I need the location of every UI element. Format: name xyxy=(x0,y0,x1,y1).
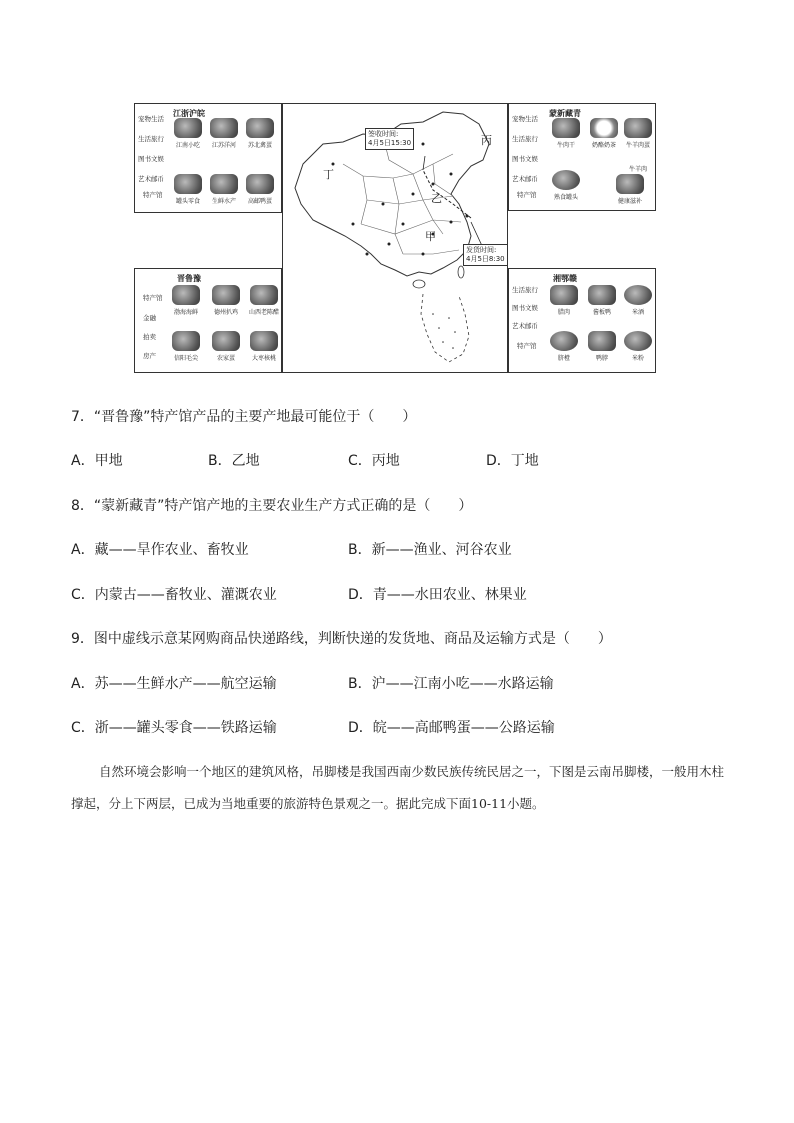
product-name: 脐橙 xyxy=(557,355,570,362)
map-label-jia: 甲 xyxy=(425,230,436,243)
category-label: 图书文娱 xyxy=(512,304,538,312)
product-name: 大枣核桃 xyxy=(251,355,276,362)
reading-passage: 自然环境会影响一个地区的建筑风格，吊脚楼是我国西南少数民族传统民居之一，下图是云南吊脚楼，一般用木柱撑起，分上下两层，已成为当地重要的旅游特色景观之一。据此完成下面10-11小题。 xyxy=(71,764,725,811)
panel-jinluyu xyxy=(134,268,282,373)
product-item xyxy=(551,118,581,149)
product-name: 米粉 xyxy=(631,355,644,362)
panel-title: 晋鲁豫 xyxy=(177,274,201,283)
product-photo xyxy=(210,118,238,138)
product-photo xyxy=(172,285,200,305)
receive-time-callout xyxy=(365,128,414,150)
category-label: 拍卖 xyxy=(143,333,156,341)
product-item xyxy=(623,162,653,173)
question-9-stem: 9．图中虚线示意某网购商品快递路线，判断快递的发货地、商品及运输方式是（ ） xyxy=(71,631,612,647)
product-item xyxy=(173,118,203,149)
product-name: 山西老陈醋 xyxy=(249,309,280,316)
product-name: 渤海海鲜 xyxy=(173,309,198,316)
product-item xyxy=(623,118,653,149)
product-photo xyxy=(624,118,652,138)
map-label-bing: 丙 xyxy=(481,134,492,147)
product-photo xyxy=(552,170,580,190)
question-9-option-d[interactable]: D．皖——高邮鸭蛋——公路运输 xyxy=(348,720,555,736)
product-name: 江南小吃 xyxy=(175,142,200,149)
product-name: 米酒 xyxy=(631,309,644,316)
map-label-yi: 乙 xyxy=(431,192,442,205)
product-name: 德州扒鸡 xyxy=(213,309,238,316)
product-photo xyxy=(590,118,618,138)
product-item xyxy=(589,118,619,149)
product-name: 信阳毛尖 xyxy=(173,355,198,362)
product-name: 健康滋补 xyxy=(617,198,642,205)
product-photo xyxy=(246,174,274,194)
callout-line: 发货时间: xyxy=(466,246,497,254)
question-7-option-a[interactable]: A．甲地 xyxy=(71,453,123,469)
question-9-option-b[interactable]: B．沪——江南小吃——水路运输 xyxy=(348,676,554,692)
product-name: 鸭脖 xyxy=(595,355,608,362)
product-name: 高邮鸭蛋 xyxy=(247,198,272,205)
category-label: 房产 xyxy=(143,352,156,360)
category-label: 艺术邮币 xyxy=(512,175,538,183)
product-name: 牛羊肉 xyxy=(628,166,647,173)
category-label: 艺术邮币 xyxy=(138,175,164,183)
product-item xyxy=(171,285,201,316)
product-item xyxy=(623,331,653,362)
category-label: 生活旅行 xyxy=(512,286,538,294)
product-name: 生鲜水产 xyxy=(211,198,236,205)
category-label: 金融 xyxy=(143,314,156,322)
category-label: 图书文娱 xyxy=(512,155,538,163)
product-name: 奶酪奶茶 xyxy=(591,142,616,149)
panel-title: 江浙沪皖 xyxy=(173,109,205,118)
product-name: 罐头零食 xyxy=(175,198,200,205)
product-photo xyxy=(210,174,238,194)
send-time-callout xyxy=(463,244,508,266)
product-item xyxy=(549,285,579,316)
panel-title: 蒙新藏青 xyxy=(549,109,581,118)
question-7-option-b[interactable]: B．乙地 xyxy=(208,453,260,469)
product-item xyxy=(211,285,241,316)
category-label: 特产馆 xyxy=(143,294,163,302)
product-photo xyxy=(174,174,202,194)
product-item xyxy=(249,285,279,316)
product-name: 腊肉 xyxy=(557,309,570,316)
category-label: 特产馆 xyxy=(517,342,537,350)
panel-title: 湘鄂赣 xyxy=(553,274,577,283)
product-photo xyxy=(172,331,200,351)
product-photo xyxy=(550,331,578,351)
question-9-option-c[interactable]: C．浙——罐头零食——铁路运输 xyxy=(71,720,277,736)
product-item xyxy=(173,174,203,205)
question-7-option-c[interactable]: C．丙地 xyxy=(348,453,400,469)
category-label: 宠物生活 xyxy=(512,115,538,123)
product-item xyxy=(615,174,645,205)
product-item xyxy=(549,331,579,362)
panel-mengxinzangqing xyxy=(508,103,656,211)
product-photo xyxy=(624,285,652,305)
product-photo xyxy=(250,285,278,305)
product-photo xyxy=(616,174,644,194)
panel-xiangegan xyxy=(508,268,656,373)
category-label: 特产馆 xyxy=(517,191,537,199)
product-photo xyxy=(624,331,652,351)
product-item xyxy=(587,331,617,362)
china-map xyxy=(282,103,508,373)
category-label: 生活旅行 xyxy=(512,135,538,143)
panel-jiangzhehuwan xyxy=(134,103,282,213)
product-item xyxy=(249,331,279,362)
product-photo xyxy=(246,118,274,138)
product-item xyxy=(171,331,201,362)
map-label-ding: 丁 xyxy=(323,168,334,181)
question-9-option-a[interactable]: A．苏——生鲜水产——航空运输 xyxy=(71,676,277,692)
product-name: 酱板鸭 xyxy=(592,309,611,316)
product-item xyxy=(623,285,653,316)
question-7-stem: 7．“晋鲁豫”特产馆产品的主要产地最可能位于（ ） xyxy=(71,409,417,425)
question-7-option-d[interactable]: D．丁地 xyxy=(486,453,539,469)
product-photo xyxy=(212,285,240,305)
product-name: 农家蛋 xyxy=(216,355,235,362)
category-label: 生活旅行 xyxy=(138,135,164,143)
callout-line: 4月5日15:30 xyxy=(368,139,412,147)
product-item xyxy=(209,174,239,205)
product-name: 牛羊肉蛋 xyxy=(625,142,650,149)
product-photo xyxy=(550,285,578,305)
product-item xyxy=(211,331,241,362)
callout-line: 签收时间: xyxy=(368,130,399,138)
question-8-stem: 8．“蒙新藏青”特产馆产地的主要农业生产方式正确的是（ ） xyxy=(71,498,473,514)
product-name: 苏北禽蛋 xyxy=(247,142,272,149)
product-photo xyxy=(552,118,580,138)
product-photo xyxy=(250,331,278,351)
question-8-option-d[interactable]: D．青——水田农业、林果业 xyxy=(348,587,527,603)
category-label: 宠物生活 xyxy=(138,115,164,123)
callout-line: 4月5日8:30 xyxy=(466,255,505,263)
product-item xyxy=(245,174,275,205)
product-item xyxy=(551,170,581,201)
product-photo xyxy=(588,285,616,305)
product-name: 牛肉干 xyxy=(556,142,575,149)
question-8-option-c[interactable]: C．内蒙古——畜牧业、灌溉农业 xyxy=(71,587,277,603)
category-label: 特产馆 xyxy=(143,191,163,199)
product-name: 江苏洋河 xyxy=(211,142,236,149)
category-label: 图书文娱 xyxy=(138,155,164,163)
question-8-option-a[interactable]: A．藏——旱作农业、畜牧业 xyxy=(71,542,249,558)
product-item xyxy=(245,118,275,149)
product-photo xyxy=(588,331,616,351)
product-name: 熟食罐头 xyxy=(553,194,578,201)
product-item xyxy=(587,285,617,316)
product-photo xyxy=(174,118,202,138)
question-8-option-b[interactable]: B．新——渔业、河谷农业 xyxy=(348,542,512,558)
product-item xyxy=(209,118,239,149)
map-figure xyxy=(134,103,656,373)
product-photo xyxy=(212,331,240,351)
category-label: 艺术邮币 xyxy=(512,322,538,330)
